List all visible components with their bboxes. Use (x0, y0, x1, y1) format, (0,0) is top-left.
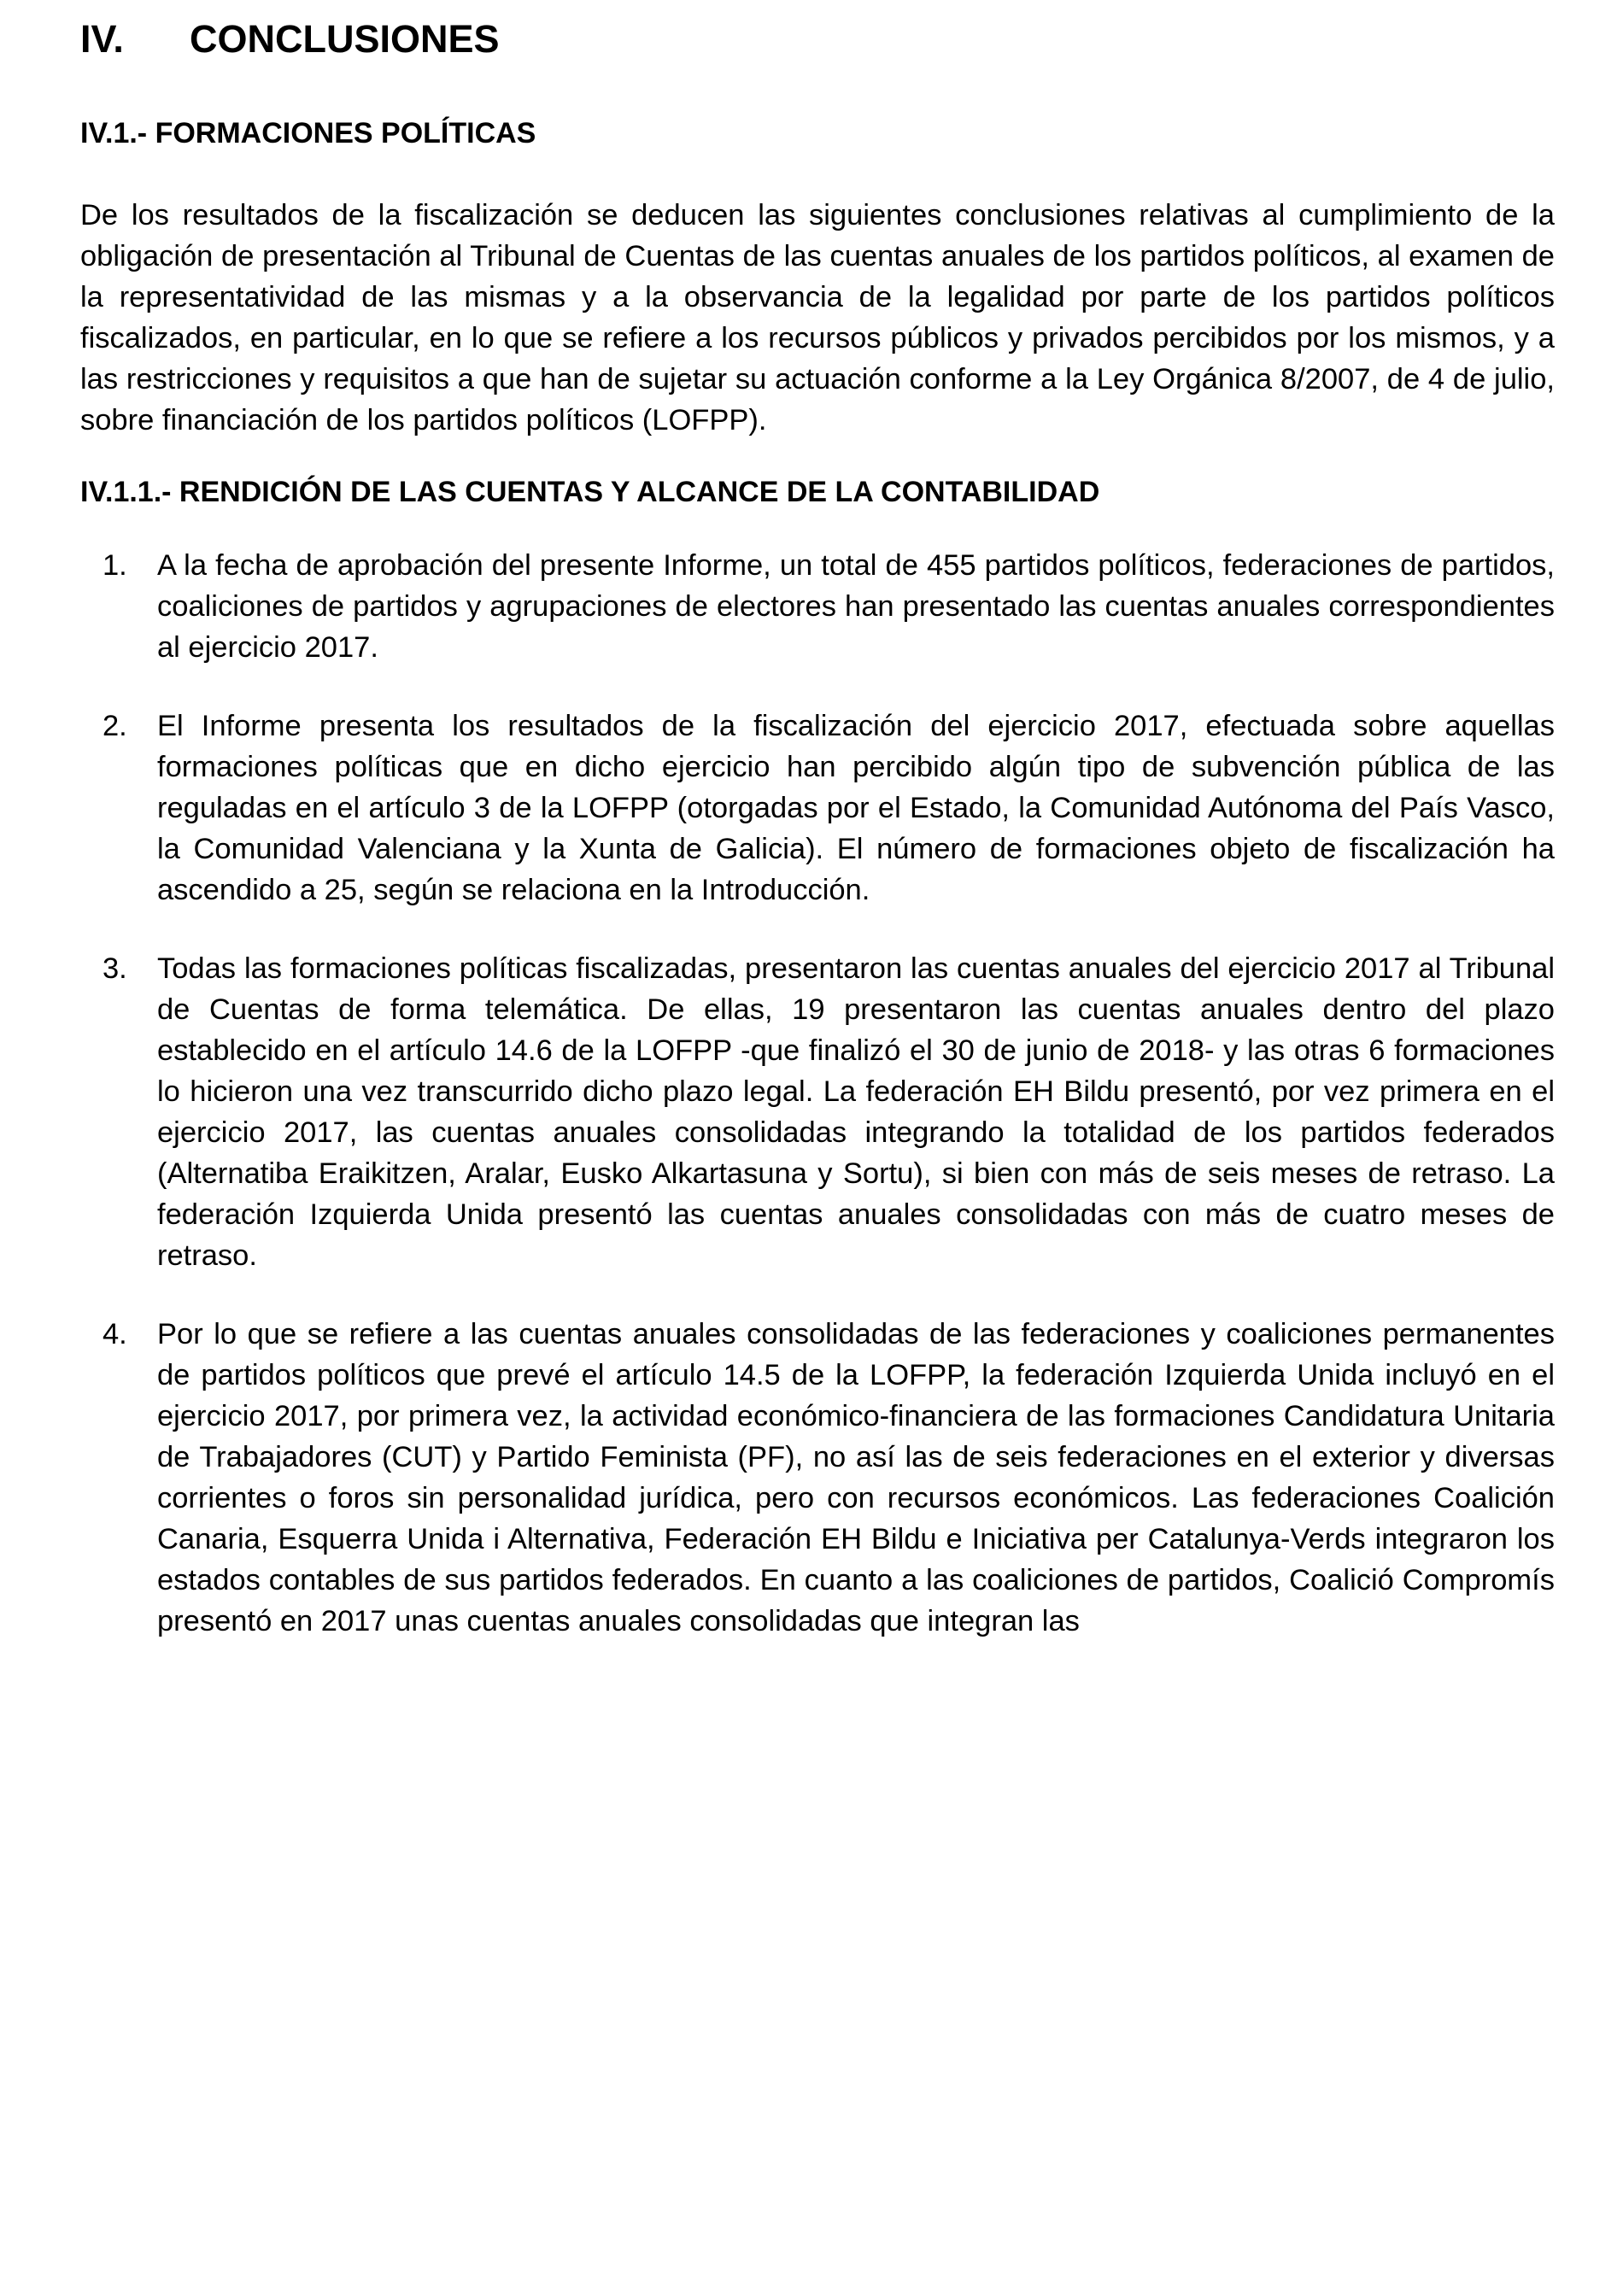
conclusions-list (80, 545, 1555, 1642)
list-item (80, 948, 1555, 1276)
list-item-number: 1. (103, 549, 127, 582)
chapter-number: IV. (80, 17, 124, 61)
chapter-heading (80, 15, 1555, 67)
list-item-text: Todas las formaciones políticas fiscalizadas, presentaron las cuentas anuales del ejercicio 2017 al Tribunal de Cuentas de forma telemática. De ellas, 19 presentaron las cuentas anuales dentro del plazo establecido en el artículo 14.6 de la LOFPP -que finalizó el 30 de junio de 2018- y las otras 6 formaciones lo hicieron una vez transcurrido dicho plazo legal. La federación EH Bildu presentó, por vez primera en el ejercicio 2017, las cuentas anuales consolidadas integrando la totalidad de los partidos federados (Alternatiba Eraikitzen, Aralar, Eusko Alkartasuna y Sortu), si bien con más de seis meses de retraso. La federación Izquierda Unida presentó las cuentas anuales consolidadas con más de cuatro meses de retraso. (157, 952, 1555, 1272)
list-item (80, 706, 1555, 911)
intro-paragraph: De los resultados de la fiscalización se deducen las siguientes conclusiones relativas al cumplimiento de la obligación de presentación al Tribunal de Cuentas de las cuentas anuales de los partidos políticos, al examen de la representatividad de las mismas y a la observancia de la legalidad por parte de los partidos políticos fiscalizados, en particular, en lo que se refiere a los recursos públicos y privados percibidos por los mismos, y a las restricciones y requisitos a que han de sujetar su actuación conforme a la Ley Orgánica 8/2007, de 4 de julio, sobre financiación de los partidos políticos (LOFPP). (80, 199, 1555, 436)
list-item-text: Por lo que se refiere a las cuentas anuales consolidadas de las federaciones y coaliciones permanentes de partidos políticos que prevé el artículo 14.5 de la LOFPP, la federación Izquierda Unida incluyó en el ejercicio 2017, por primera vez, la actividad económico-financiera de las formaciones Candidatura Unitaria de Trabajadores (CUT) y Partido Feminista (PF), no así las de seis federaciones en el exterior y diversas corrientes o foros sin personalidad jurídica, pero con recursos económicos. Las federaciones Coalición Canaria, Esquerra Unida i Alternativa, Federación EH Bildu e Iniciativa per Catalunya-Verds integraron los estados contables de sus partidos federados. En cuanto a las coaliciones de partidos, Coalició Compromís presentó en 2017 unas cuentas anuales consolidadas que integran las (157, 1318, 1555, 1637)
list-item-text: El Informe presenta los resultados de la fiscalización del ejercicio 2017, efectuada sobre aquellas formaciones políticas que en dicho ejercicio han percibido algún tipo de subvención pública de las reguladas en el artículo 3 de la LOFPP (otorgadas por el Estado, la Comunidad Autónoma del País Vasco, la Comunidad Valenciana y la Xunta de Galicia). El número de formaciones objeto de fiscalización ha ascendido a 25, según se relaciona en la Introducción. (157, 710, 1555, 906)
list-item (80, 1314, 1555, 1642)
list-item-number: 2. (103, 710, 127, 742)
list-item-text: A la fecha de aprobación del presente Informe, un total de 455 partidos políticos, federaciones de partidos, coaliciones de partidos y agrupaciones de electores han presentado las cuentas anuales correspondientes al ejercicio 2017. (157, 549, 1555, 664)
list-item-number: 3. (103, 952, 127, 985)
section-heading: IV.1.- FORMACIONES POLÍTICAS (80, 117, 536, 149)
list-item-number: 4. (103, 1318, 127, 1350)
list-item (80, 545, 1555, 668)
document-page (80, 15, 1555, 1679)
chapter-title: CONCLUSIONES (190, 17, 500, 61)
subsection-heading: IV.1.1.- RENDICIÓN DE LAS CUENTAS Y ALCANCE DE LA CONTABILIDAD (80, 476, 1100, 508)
